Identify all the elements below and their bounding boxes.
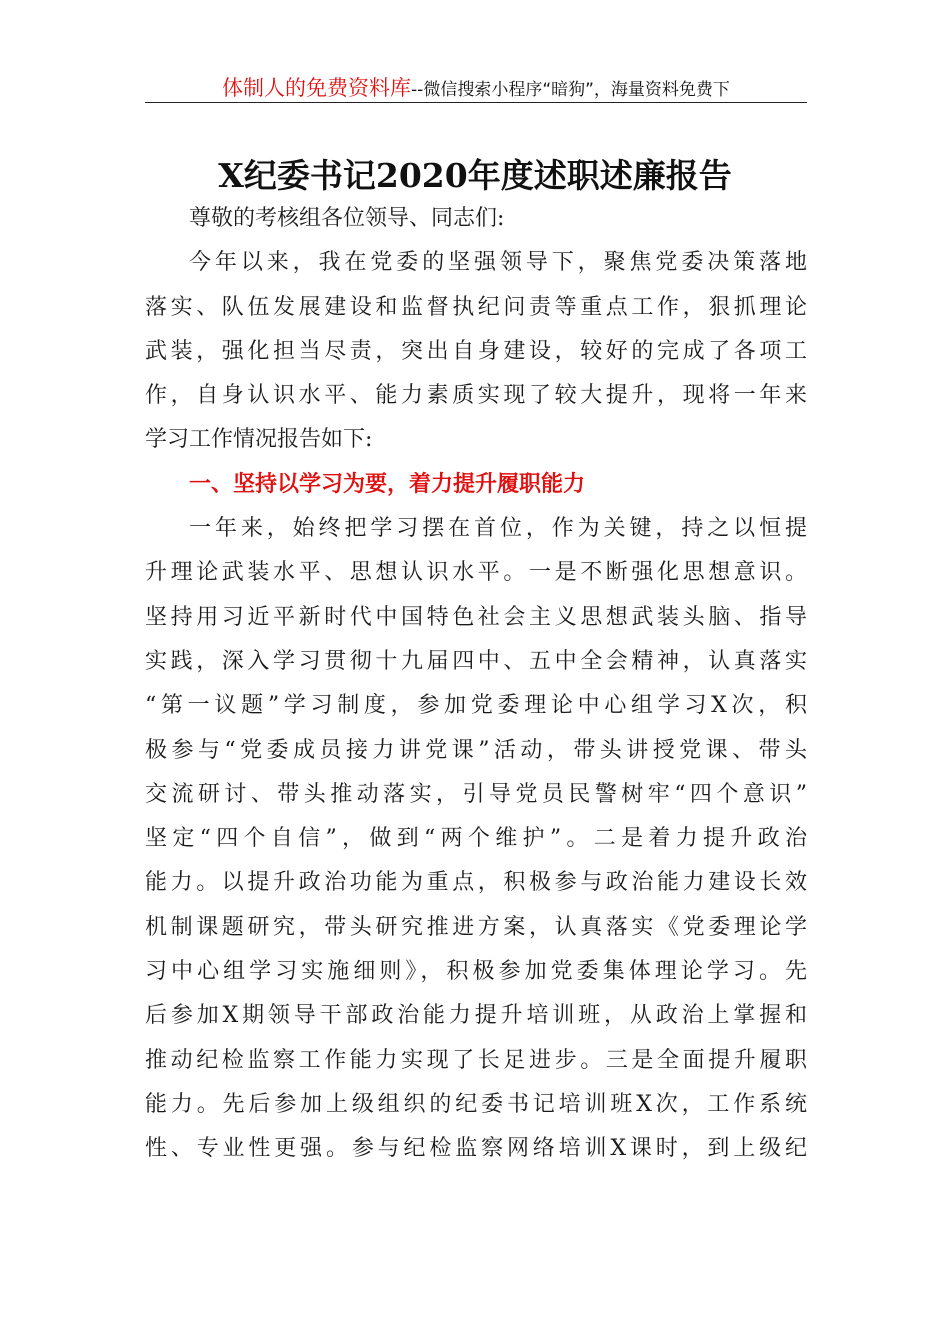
header-tagline: --微信搜索小程序“暗狗”，海量资料免费下 <box>411 80 730 100</box>
header-site-name: 体制人的免费资料库 <box>222 76 412 100</box>
paragraph-line: 交流研讨、带头推动落实，引导党员民警树牢“四个意识” <box>145 781 807 807</box>
paragraph-line: 极参与“党委成员接力讲党课”活动，带头讲授党课、带头 <box>145 737 807 763</box>
paragraph-line: 今年以来，我在党委的坚强领导下，聚焦党委决策落地 <box>189 250 807 276</box>
paragraph-line: 能力。以提升政治功能为重点，积极参与政治能力建设长效 <box>145 870 807 896</box>
paragraph-line: 实践，深入学习贯彻十九届四中、五中全会精神，认真落实 <box>145 648 807 674</box>
paragraph-line: 能力。先后参加上级组织的纪委书记培训班X次，工作系统 <box>145 1091 807 1117</box>
paragraph-line: 后参加X期领导干部政治能力提升培训班，从政治上掌握和 <box>145 1003 807 1029</box>
paragraph-line: 推动纪检监察工作能力实现了长足进步。三是全面提升履职 <box>145 1047 807 1073</box>
paragraph-line: 习中心组学习实施细则》，积极参加党委集体理论学习。先 <box>145 959 807 985</box>
paragraph-line: 落实、队伍发展建设和监督执纪问责等重点工作，狠抓理论 <box>145 294 807 320</box>
page-header <box>145 72 807 103</box>
salutation-line: 尊敬的考核组各位领导、同志们: <box>189 206 505 231</box>
document-title: X纪委书记2020年度述职述廉报告 <box>218 156 732 195</box>
paragraph-line: 性、专业性更强。参与纪检监察网络培训X课时，到上级纪 <box>145 1136 807 1162</box>
document-body <box>145 197 807 1172</box>
paragraph-line: 升理论武装水平、思想认识水平。一是不断强化思想意识。 <box>145 560 807 586</box>
paragraph-line: “第一议题”学习制度，参加党委理论中心组学习X次，积 <box>145 693 807 719</box>
paragraph-line: 机制课题研究，带头研究推进方案，认真落实《党委理论学 <box>145 914 807 940</box>
section-heading: 一、坚持以学习为要，着力提升履职能力 <box>189 471 586 497</box>
paragraph-line: 武装，强化担当尽责，突出自身建设，较好的完成了各项工 <box>145 338 807 364</box>
paragraph-line: 作，自身认识水平、能力素质实现了较大提升，现将一年来 <box>145 383 807 409</box>
paragraph-line: 坚定“四个自信”，做到“两个维护”。二是着力提升政治 <box>145 826 807 852</box>
paragraph-line: 一年来，始终把学习摆在首位，作为关键，持之以恒提 <box>189 516 807 542</box>
paragraph-line: 学习工作情况报告如下: <box>145 427 373 453</box>
paragraph-line: 坚持用习近平新时代中国特色社会主义思想武装头脑、指导 <box>145 604 807 630</box>
